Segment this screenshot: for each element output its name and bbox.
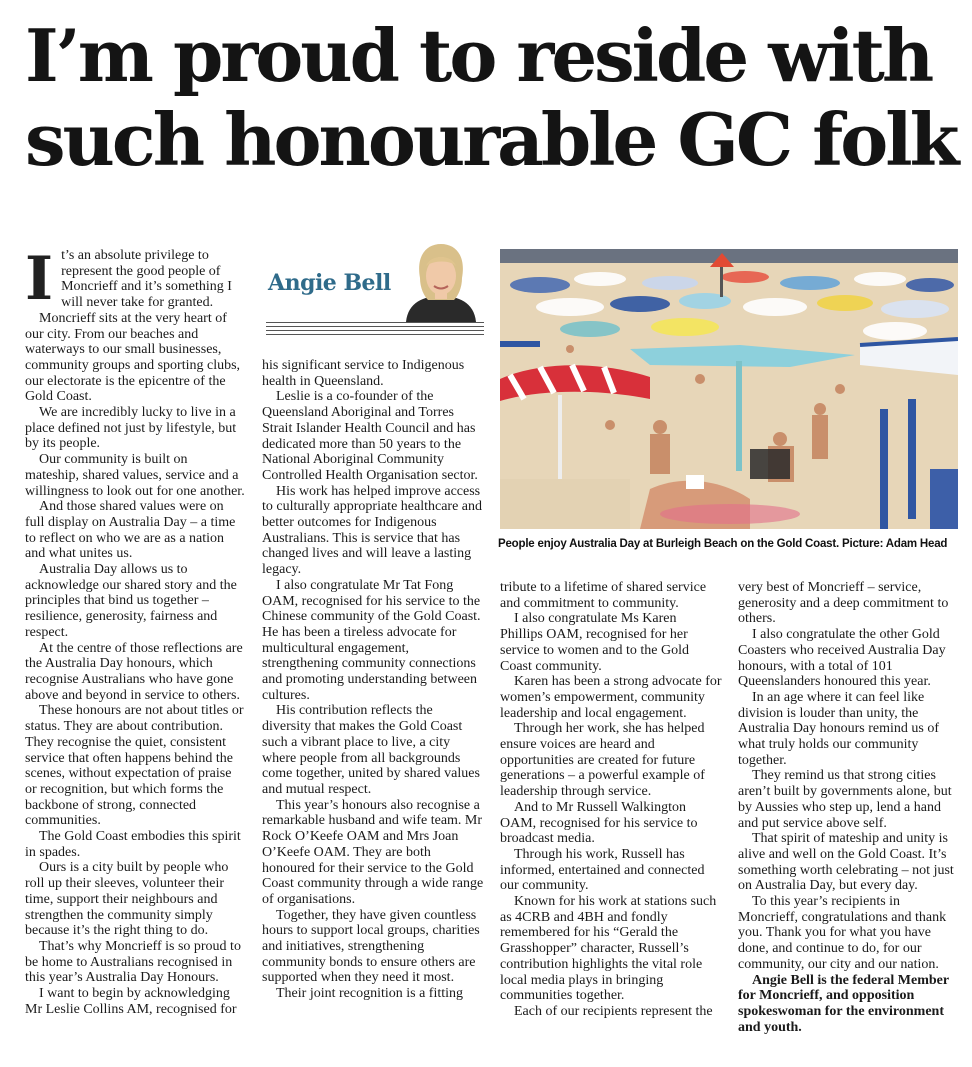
paragraph: tribute to a lifetime of shared service and commitment to community. [500, 580, 707, 611]
paragraph: We are incredibly lucky to live in a place defined not just by lifestyle, but by its people. [25, 405, 237, 452]
paragraph: Moncrieff sits at the very heart of our city. From our beaches and waterways to our small businesses, community groups and sporting clubs, our electorate is the epicentre of the Gold Coast. [25, 310, 241, 405]
byline [266, 238, 488, 342]
paragraph: That’s why Moncrieff is so proud to be home to Australians recognised in this year’s Australia Day Honours. [25, 938, 241, 986]
article-column-1 [25, 244, 245, 1017]
paragraph: And those shared values were on full display on Australia Day – a time to reflect on who we are as a nation and what unites us. [25, 499, 236, 562]
paragraph: I also congratulate the other Gold Coasters who received Australia Day honours, with a total of 101 Queenslanders honoured this year. [738, 627, 946, 690]
paragraph: His work has helped improve access to culturally appropriate healthcare and better outcomes for Indigenous Australians. This is service that has changed lives and will leave a lasting legacy. [262, 483, 483, 578]
headline-line-1: I’m proud to reside with [25, 13, 932, 98]
photo-caption: People enjoy Australia Day at Burleigh Beach on the Gold Coast. Picture: Adam Head [498, 538, 948, 550]
paragraph: And to Mr Russell Walkington OAM, recognised for his service to broadcast media. [500, 799, 698, 847]
author-photo [396, 240, 486, 322]
paragraph: To this year’s recipients in Moncrieff, congratulations and thank you. Thank you for what you have done, and continue to do, for our community, our city and our nation. [738, 894, 947, 972]
headline-line-2: such honourable GC folk [25, 97, 957, 182]
paragraph: Through his work, Russell has informed, entertained and connected our community. [500, 846, 705, 894]
paragraph: Leslie is a co-founder of the Queensland Aboriginal and Torres Strait Islander Health Council and has dedicated more than 50 years to the National Aboriginal Community Controlled Health Organisation sector. [262, 389, 478, 483]
paragraph: Karen has been a strong advocate for women’s empowerment, community leadership and local engagement. [500, 674, 722, 721]
paragraph: In an age where it can feel like division is louder than unity, the Australia Day honours remind us of what truly holds our community together. [738, 689, 940, 768]
paragraph: These honours are not about titles or status. They are about contribution. They recognise the quiet, consistent service that often happens behind the scenes, without expectation of praise or recognition, but which forms the backbone of strong, connected communities. [25, 703, 244, 829]
author-note: Angie Bell is the federal Member for Moncrieff, and opposition spokeswoman for the environment and youth. [738, 972, 949, 1035]
paragraph: Each of our recipients represent the [514, 1003, 713, 1019]
article-column-4 [738, 580, 960, 1035]
byline-rules [266, 322, 484, 338]
paragraph: They remind us that strong cities aren’t built by governments alone, but by Aussies who step up, lend a hand and put service above self. [738, 768, 952, 831]
paragraph: his significant service to Indigenous health in Queensland. [262, 358, 465, 389]
paragraph: At the centre of those reflections are the Australia Day honours, which recognise Australians who have gone above and beyond in service to others. [25, 640, 243, 703]
article-column-3 [500, 580, 722, 1020]
beach-photo [500, 249, 958, 529]
paragraph: This year’s honours also recognise a remarkable husband and wife team. Mr Rock O’Keefe OAM and Mrs Joan O’Keefe OAM. They are both honoured for their service to the Gold Coast community through a wide range of organisations. [262, 797, 484, 907]
paragraph: Australia Day allows us to acknowledge our shared story and the principles that bind us together – resilience, generosity, fairness and respect. [25, 562, 237, 640]
paragraph: Known for his work at stations such as 4CRB and 4BH and fondly remembered for his “Gerald the Grasshopper” character, Russell’s contribution highlights the vital role local media plays in bringing communities together. [500, 894, 717, 1004]
paragraph: I want to begin by acknowledging Mr Leslie Collins AM, recognised for [25, 986, 237, 1017]
author-name: Angie Bell [268, 270, 391, 296]
paragraph: The Gold Coast embodies this spirit in spades. [25, 829, 241, 860]
paragraph: Through her work, she has helped ensure voices are heard and opportunities are created for future generations – a powerful example of leadership through service. [500, 721, 705, 800]
article-column-2 [262, 358, 484, 1002]
headline [25, 14, 965, 182]
paragraph: His contribution reflects the diversity that makes the Gold Coast such a vibrant place to live, a city where people from all backgrounds come together, united by shared values and mutual respect. [262, 703, 480, 797]
paragraph: t’s an absolute privilege to represent the good people of Moncrieff and it’s something I will never take for granted. [61, 248, 232, 311]
paragraph: That spirit of mateship and unity is alive and well on the Gold Coast. It’s something worth celebrating – not just on Australia Day, but every day. [738, 831, 954, 894]
paragraph: I also congratulate Mr Tat Fong OAM, recognised for his service to the Chinese community of the Gold Coast. He has been a tireless advocate for multicultural engagement, strengthening community connections and promoting understanding between cultures. [262, 577, 481, 703]
paragraph: Together, they have given countless hours to support local groups, charities and initiatives, strengthening community bonds to ensure others are supported when they need it most. [262, 907, 480, 986]
drop-cap: I [25, 244, 54, 314]
paragraph: very best of Moncrieff – service, generosity and a deep commitment to others. [738, 580, 949, 627]
paragraph: Their joint recognition is a fitting [276, 986, 464, 1002]
paragraph: Ours is a city built by people who roll up their sleeves, volunteer their time, support their neighbours and strengthen the community simply because it’s the right thing to do. [25, 860, 229, 939]
paragraph: Our community is built on mateship, shared values, service and a willingness to look out for one another. [25, 452, 245, 499]
paragraph: I also congratulate Ms Karen Phillips OAM, recognised for her service to women and to the Gold Coast community. [500, 611, 689, 674]
